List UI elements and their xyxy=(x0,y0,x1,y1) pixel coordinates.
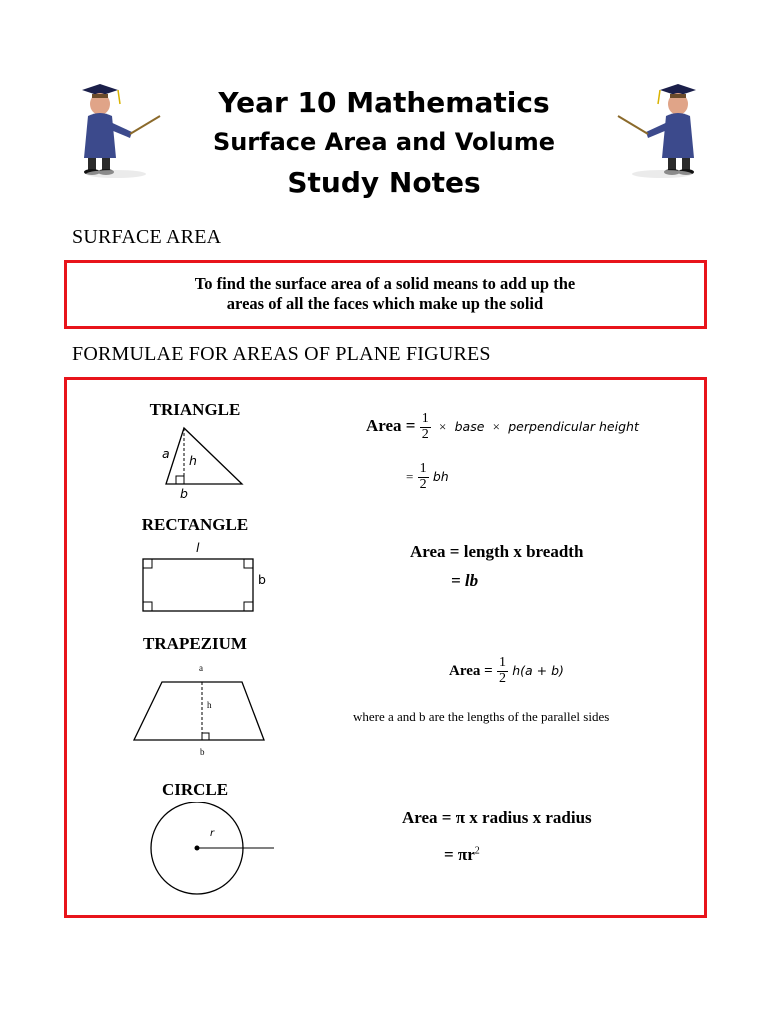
fraction-numerator: 1 xyxy=(498,655,506,670)
trapezium-label-h: h xyxy=(207,700,212,710)
triangle-area-formula xyxy=(366,412,639,442)
triangle-height-word: perpendicular height xyxy=(508,419,639,435)
times-sign: × xyxy=(439,419,447,435)
trapezium-label-b: b xyxy=(200,747,205,757)
formulae-heading: FORMULAE FOR AREAS OF PLANE FIGURES xyxy=(72,343,491,365)
fraction-numerator: 1 xyxy=(419,461,427,476)
trapezium-title: TRAPEZIUM xyxy=(143,634,247,653)
equals-sign: = xyxy=(406,469,414,485)
triangle-area-label: Area = xyxy=(366,416,416,436)
circle-label-r: r xyxy=(210,828,215,839)
triangle-diagram xyxy=(150,424,250,502)
trapezium-label-a: a xyxy=(199,663,203,673)
triangle-area-simplified xyxy=(406,462,449,492)
triangle-bh: bh xyxy=(432,469,449,485)
definition-line-2: areas of all the faces which make up the solid xyxy=(226,294,544,313)
circle-area-formula: Area = π x radius x radius xyxy=(402,808,592,827)
circle-pi-r: = πr xyxy=(444,845,475,864)
page-notes-title: Study Notes xyxy=(287,166,481,199)
triangle-label-b: b xyxy=(180,486,188,501)
fraction-numerator: 1 xyxy=(421,411,429,426)
triangle-label-a: a xyxy=(162,446,170,461)
fraction-denominator: 2 xyxy=(421,426,429,442)
rectangle-label-b: b xyxy=(258,572,266,587)
fraction-denominator: 2 xyxy=(419,476,427,492)
graduate-mascot-right-icon xyxy=(612,80,702,180)
trapezium-area-formula xyxy=(449,656,564,686)
trapezium-area-label: Area = xyxy=(449,663,493,680)
trapezium-diagram xyxy=(130,676,270,744)
times-sign: × xyxy=(492,419,500,435)
circle-title: CIRCLE xyxy=(161,780,229,799)
trapezium-note: where a and b are the lengths of the parallel sides xyxy=(353,709,610,724)
rectangle-area-formula: Area = length x breadth xyxy=(410,542,584,561)
triangle-half-fraction xyxy=(420,412,431,442)
surface-area-heading: SURFACE AREA xyxy=(72,226,222,248)
circle-exponent: 2 xyxy=(474,845,480,857)
page-title: Year 10 Mathematics xyxy=(218,86,550,119)
rectangle-title: RECTANGLE xyxy=(141,515,249,534)
rectangle-label-l: l xyxy=(196,540,200,555)
definition-line-1: To find the surface area of a solid means to add up the xyxy=(194,274,576,293)
rectangle-diagram xyxy=(140,556,256,614)
trapezium-half-fraction xyxy=(497,656,508,686)
circle-diagram xyxy=(146,802,276,896)
trapezium-expression: h(a + b) xyxy=(512,663,564,679)
triangle-label-h: h xyxy=(189,453,197,468)
triangle-title: TRIANGLE xyxy=(149,400,241,419)
triangle-half-fraction-2 xyxy=(418,462,429,492)
fraction-denominator: 2 xyxy=(498,670,506,686)
rectangle-area-simplified: = lb xyxy=(451,571,479,590)
circle-area-simplified xyxy=(444,845,480,865)
page-subtitle: Surface Area and Volume xyxy=(212,128,556,156)
triangle-base-word: base xyxy=(454,419,485,435)
